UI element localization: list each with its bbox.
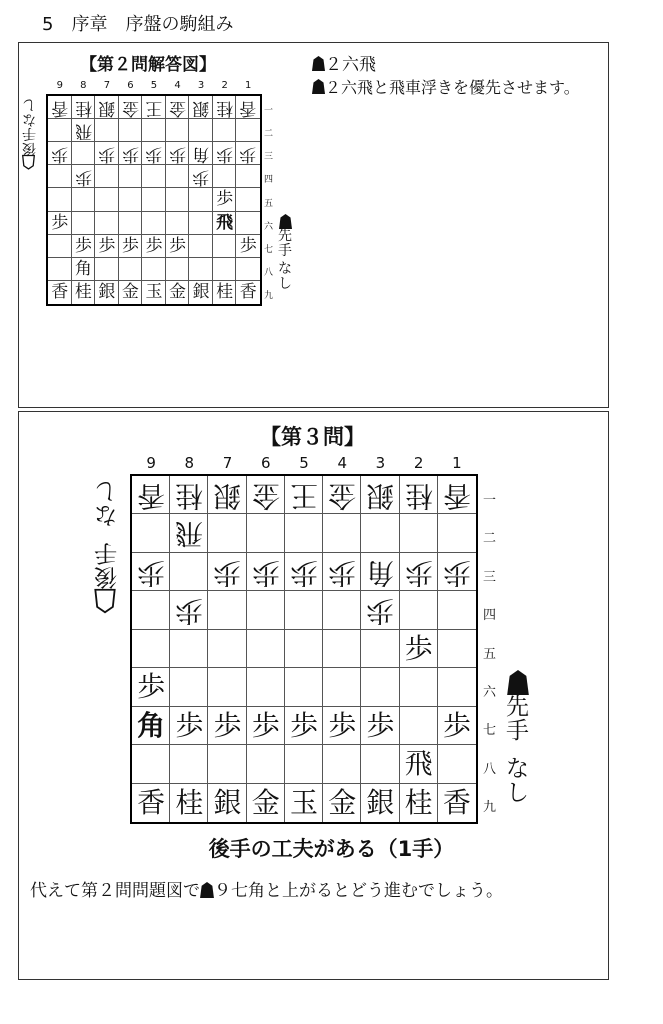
row-label: 五 [482, 646, 496, 662]
gote-piece: 金 [328, 479, 357, 513]
row-label: 五 [263, 198, 273, 209]
sente-hand-char: な [506, 756, 529, 783]
sente-piece: 歩 [175, 708, 204, 742]
gote-piece: 歩 [121, 144, 139, 165]
sente-hand-char: 先 [278, 228, 292, 244]
board-square [361, 745, 399, 783]
sente-piece: 歩 [145, 235, 163, 256]
board-square [170, 553, 208, 591]
gote-piece: 銀 [98, 98, 116, 119]
board-square [236, 119, 260, 142]
sente-piece: 歩 [239, 235, 257, 256]
column-label: 8 [80, 80, 87, 91]
sente-piece: 歩 [213, 708, 242, 742]
board-square [285, 630, 323, 668]
board-square [208, 514, 246, 552]
gote-piece: 王 [145, 98, 163, 119]
board-square [247, 514, 285, 552]
board-square [247, 630, 285, 668]
gote-hand-char: 手 [94, 539, 117, 566]
gote-piece: 香 [442, 479, 471, 513]
gote-piece: 金 [169, 98, 187, 119]
column-label: 2 [221, 80, 228, 91]
gote-hand-char: な [22, 110, 36, 127]
row-label: 九 [482, 800, 496, 816]
board-square [189, 212, 213, 235]
sente-piece-icon [312, 56, 325, 71]
gote-piece-icon [95, 589, 117, 614]
question-text-end: ９七角と上がるとどう進むでしょう。 [214, 881, 503, 901]
sente-piece: 歩 [169, 235, 187, 256]
sente-hand-char: 手 [506, 718, 529, 745]
gote-hand-problem2 [22, 96, 36, 170]
column-label: 9 [146, 454, 156, 472]
board-square [285, 745, 323, 783]
gote-piece: 角 [192, 144, 210, 165]
column-label: 7 [222, 454, 233, 472]
gote-piece: 歩 [366, 594, 395, 628]
board-square [142, 119, 166, 142]
sente-piece: 飛 [404, 747, 433, 781]
board-square [119, 188, 143, 211]
board-square [166, 188, 190, 211]
board-square [208, 668, 246, 706]
column-label: 9 [56, 80, 63, 91]
board-square [208, 745, 246, 783]
gote-hand-char: し [22, 95, 36, 112]
gote-piece: 桂 [404, 479, 433, 513]
board-square [438, 591, 476, 629]
gote-piece: 歩 [137, 556, 166, 590]
gote-piece: 歩 [169, 144, 187, 165]
board-square [189, 258, 213, 281]
board-square [142, 258, 166, 281]
board-square [170, 668, 208, 706]
gote-piece: 歩 [442, 556, 471, 590]
sente-piece: 玉 [145, 281, 163, 302]
board-square [323, 630, 361, 668]
sente-piece: 歩 [137, 670, 166, 704]
sente-piece: 香 [442, 785, 471, 819]
gote-hand-char: 後 [22, 139, 36, 156]
sente-piece: 銀 [213, 785, 242, 819]
shogi-board-problem2 [46, 94, 262, 306]
problem3-caption: 後手の工夫がある（1手） [208, 837, 455, 861]
gote-piece: 歩 [213, 556, 242, 590]
row-label: 七 [263, 244, 273, 255]
sente-piece: 桂 [404, 785, 433, 819]
sente-piece: 金 [121, 281, 139, 302]
sente-hand-problem2 [278, 214, 292, 292]
row-label: 四 [263, 175, 273, 186]
board-square [438, 514, 476, 552]
row-label: 一 [482, 492, 496, 508]
column-label: 4 [174, 80, 181, 91]
gote-piece: 角 [366, 556, 395, 590]
gote-piece: 王 [289, 479, 318, 513]
gote-piece: 歩 [175, 594, 204, 628]
highlighted-piece: 角 [137, 708, 166, 742]
sente-hand-char: し [506, 780, 529, 807]
gote-piece: 歩 [74, 167, 92, 188]
row-label: 八 [482, 761, 496, 777]
sente-piece: 歩 [328, 708, 357, 742]
gote-piece: 歩 [192, 167, 210, 188]
board-square [400, 668, 438, 706]
board-square [48, 119, 72, 142]
board-square [72, 212, 96, 235]
board-square [213, 165, 237, 188]
gote-piece: 歩 [145, 144, 163, 165]
board-square [285, 668, 323, 706]
board-square [361, 514, 399, 552]
column-label: 6 [260, 454, 271, 472]
board-square [166, 119, 190, 142]
board-square [119, 258, 143, 281]
problem3-question [30, 876, 503, 901]
board-square [323, 591, 361, 629]
board-square [72, 188, 96, 211]
gote-piece: 歩 [239, 144, 257, 165]
answer-explanation [312, 76, 592, 100]
gote-piece: 香 [137, 479, 166, 513]
board-square [400, 707, 438, 745]
sente-piece: 歩 [216, 189, 234, 210]
board-square [119, 119, 143, 142]
sente-hand-char: な [278, 261, 292, 278]
gote-piece: 金 [121, 98, 139, 119]
board-square [95, 212, 119, 235]
board-square [132, 514, 170, 552]
board-square [48, 235, 72, 258]
board-square [361, 668, 399, 706]
gote-piece: 桂 [216, 98, 234, 119]
board-square [236, 258, 260, 281]
board-square [285, 591, 323, 629]
row-label: 三 [482, 569, 496, 585]
board-square [170, 630, 208, 668]
gote-piece: 歩 [98, 144, 116, 165]
sente-piece: 桂 [216, 281, 234, 302]
board-square [323, 745, 361, 783]
sente-piece-icon [279, 214, 292, 229]
gote-piece: 歩 [216, 144, 234, 165]
gote-piece: 歩 [51, 144, 69, 165]
sente-piece: 歩 [51, 212, 69, 233]
board-square [95, 188, 119, 211]
board-square [48, 258, 72, 281]
board-square [213, 235, 237, 258]
shogi-board-problem3 [130, 474, 478, 824]
board-square [132, 630, 170, 668]
sente-piece: 香 [51, 281, 69, 302]
sente-piece: 金 [328, 785, 357, 819]
board-square [72, 142, 96, 165]
column-label: 5 [299, 454, 309, 472]
answer-move [312, 50, 376, 75]
gote-piece: 銀 [213, 479, 242, 513]
board-square [95, 119, 119, 142]
board-square [323, 514, 361, 552]
row-label: 七 [482, 723, 496, 739]
sente-hand-char: 先 [506, 694, 529, 720]
row-label: 六 [263, 221, 273, 232]
board-square [361, 630, 399, 668]
board-square [247, 591, 285, 629]
board-square [213, 119, 237, 142]
board-square [208, 630, 246, 668]
answer-explanation-text: ２六飛と飛車浮きを優先させます。 [325, 78, 580, 97]
gote-piece: 歩 [289, 556, 318, 590]
board-square [119, 165, 143, 188]
sente-hand-problem3 [506, 670, 529, 806]
board-square [189, 235, 213, 258]
column-label: 2 [413, 454, 424, 472]
gote-piece: 歩 [251, 556, 280, 590]
row-label: 一 [263, 106, 273, 117]
sente-piece-icon [200, 882, 214, 898]
gote-hand-char: し [94, 477, 117, 504]
board-square [142, 165, 166, 188]
highlighted-piece: 飛 [216, 212, 234, 233]
board-square [400, 514, 438, 552]
gote-piece: 香 [51, 98, 69, 119]
sente-hand-char: 手 [278, 242, 292, 259]
board-square [95, 258, 119, 281]
board-square [247, 668, 285, 706]
row-label: 九 [263, 290, 273, 301]
column-label: 5 [150, 80, 158, 91]
board-square [132, 745, 170, 783]
row-label: 二 [482, 531, 496, 547]
board-square [119, 212, 143, 235]
sente-hand-char: し [278, 276, 292, 293]
board-square [438, 630, 476, 668]
sente-piece-icon [507, 670, 529, 695]
sente-piece: 歩 [74, 235, 92, 256]
sente-piece: 桂 [74, 281, 92, 302]
column-label: 1 [245, 80, 252, 91]
column-label: 7 [103, 80, 111, 91]
board-square [400, 591, 438, 629]
sente-piece: 歩 [121, 235, 139, 256]
sente-piece: 角 [74, 258, 92, 279]
page-header: 5 序章 序盤の駒組み [42, 14, 234, 35]
board-square [236, 212, 260, 235]
sente-piece: 歩 [98, 235, 116, 256]
column-label: 3 [197, 80, 205, 91]
board-square [132, 591, 170, 629]
board-square [95, 165, 119, 188]
sente-piece: 銀 [192, 281, 210, 302]
board-square [166, 258, 190, 281]
column-label: 1 [452, 454, 462, 472]
row-label: 八 [263, 267, 273, 278]
column-label: 8 [184, 454, 195, 472]
sente-piece: 桂 [175, 785, 204, 819]
board-square [166, 212, 190, 235]
sente-piece: 金 [169, 281, 187, 302]
gote-piece: 銀 [192, 98, 210, 119]
row-label: 二 [263, 129, 273, 140]
gote-piece: 香 [239, 98, 257, 119]
board-square [323, 668, 361, 706]
sente-piece: 歩 [251, 708, 280, 742]
board-square [48, 165, 72, 188]
sente-piece: 歩 [404, 631, 433, 665]
board-square [236, 188, 260, 211]
sente-piece: 銀 [98, 281, 116, 302]
column-label: 6 [127, 80, 134, 91]
sente-piece: 金 [251, 785, 280, 819]
sente-piece: 香 [137, 785, 166, 819]
gote-piece: 桂 [175, 479, 204, 513]
gote-hand-char: 手 [22, 125, 36, 142]
gote-piece: 桂 [74, 98, 92, 119]
gote-piece: 歩 [404, 556, 433, 590]
board-square [208, 591, 246, 629]
gote-piece: 飛 [74, 121, 92, 142]
gote-piece: 金 [251, 479, 280, 513]
board-square [438, 745, 476, 783]
board-square [189, 119, 213, 142]
gote-hand-char: 後 [94, 563, 117, 590]
board-square [438, 668, 476, 706]
question-text-start: 代えて第２問問題図で [30, 881, 200, 901]
gote-piece-icon [23, 155, 36, 170]
board-square [166, 165, 190, 188]
board-square [247, 745, 285, 783]
gote-piece: 歩 [328, 556, 357, 590]
gote-hand-char: な [94, 501, 117, 528]
row-label: 四 [482, 608, 496, 624]
sente-piece: 玉 [289, 785, 318, 819]
board-square [48, 188, 72, 211]
board-square [189, 188, 213, 211]
board-square [285, 514, 323, 552]
row-label: 六 [482, 684, 496, 700]
answer-move-text: ２六飛 [325, 55, 376, 75]
gote-piece: 銀 [366, 479, 395, 513]
sente-piece: 銀 [366, 785, 395, 819]
row-label: 三 [263, 152, 273, 163]
sente-piece: 歩 [366, 708, 395, 742]
column-label: 3 [375, 454, 386, 472]
board-square [142, 188, 166, 211]
sente-piece-icon [312, 79, 325, 94]
board-square [213, 258, 237, 281]
sente-piece: 香 [239, 281, 257, 302]
problem3-title: 【第３問】 [260, 425, 365, 449]
gote-piece: 飛 [175, 517, 204, 551]
problem2-title: 【第２問解答図】 [80, 55, 216, 75]
board-square [142, 212, 166, 235]
column-label: 4 [337, 454, 347, 472]
sente-piece: 歩 [442, 708, 471, 742]
sente-piece: 歩 [289, 708, 318, 742]
board-square [170, 745, 208, 783]
gote-hand-problem3 [94, 478, 117, 614]
board-square [236, 165, 260, 188]
